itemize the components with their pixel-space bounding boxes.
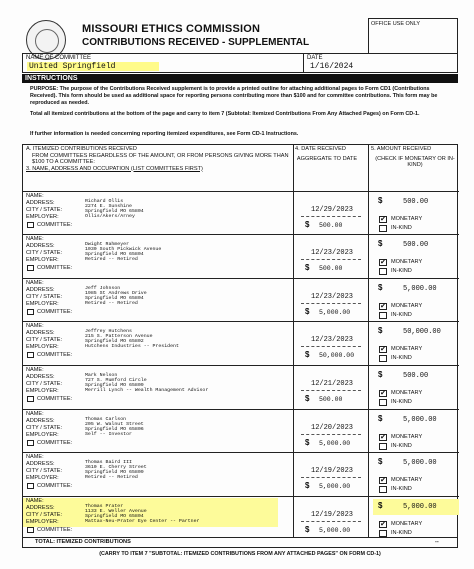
aggregate-amount[interactable]: 5,000.00 — [319, 526, 351, 534]
monetary-label: MONETARY — [391, 520, 423, 527]
contributor-address[interactable]: 205 W. Walnut Street — [85, 421, 144, 427]
committee-label: COMMITTEE: — [37, 526, 73, 533]
committee-checkbox[interactable] — [27, 483, 34, 489]
amount-received[interactable]: 500.00 — [403, 371, 429, 380]
committee-checkbox[interactable] — [27, 527, 34, 533]
name-label: NAME: — [26, 279, 44, 286]
in-kind-label: IN-KIND — [391, 355, 412, 362]
committee-label: COMMITTEE: — [37, 439, 73, 446]
contribution-row — [23, 496, 459, 540]
aggregate-amount[interactable]: 50,000.00 — [319, 352, 355, 360]
monetary-label: MONETARY — [391, 477, 423, 484]
monetary-label: MONETARY — [391, 389, 423, 396]
contributor-city-state[interactable]: Springfield MO 65802 — [85, 339, 144, 345]
amount-received[interactable]: 500.00 — [403, 197, 429, 206]
address-label: ADDRESS: — [26, 504, 55, 511]
aggregate-amount[interactable]: 500.00 — [319, 265, 343, 273]
in-kind-checkbox[interactable] — [379, 268, 387, 275]
date-received[interactable]: 12/29/2023 — [311, 205, 354, 214]
employer-label: EMPLOYER: — [26, 518, 59, 525]
contributor-name[interactable]: Jeffrey Hutchens — [85, 329, 132, 335]
amount-dollar-sign: $ — [378, 282, 383, 292]
contributor-city-state[interactable]: Springfield MO 65804 — [85, 295, 144, 301]
total-row — [22, 538, 458, 548]
aggregate-dollar-sign: $ — [305, 263, 310, 273]
amount-dollar-sign: $ — [378, 413, 383, 423]
office-use-box: OFFICE USE ONLY — [368, 18, 458, 54]
monetary-checkbox[interactable]: ✔ — [380, 433, 386, 441]
contribution-row — [23, 191, 459, 235]
aggregate-dollar-sign: $ — [305, 481, 310, 491]
committee-checkbox[interactable] — [27, 396, 34, 402]
total-label: TOTAL: ITEMIZED CONTRIBUTIONS — [35, 539, 131, 545]
date-received[interactable]: 12/23/2023 — [311, 336, 354, 345]
monetary-label: MONETARY — [391, 259, 423, 266]
amount-received[interactable]: 5,000.00 — [403, 284, 437, 293]
name-label: NAME: — [26, 410, 44, 417]
contributor-city-state[interactable]: Springfield MO 65804 — [85, 513, 144, 519]
city-state-label: CITY / STATE: — [26, 380, 63, 387]
monetary-label: MONETARY — [391, 215, 423, 222]
contributor-address[interactable]: 2274 E. Sunshine — [85, 203, 132, 209]
contributor-city-state[interactable]: Springfield MO 65809 — [85, 470, 144, 476]
contributor-employer[interactable]: Retired -- Retired — [85, 257, 138, 263]
amount-received[interactable]: 500.00 — [403, 241, 429, 250]
instructions-further: If further information is needed concerning reporting itemized expenditures, see Form CD-1 Instructions. — [30, 131, 299, 137]
instructions-heading: INSTRUCTIONS — [22, 74, 458, 83]
contributor-employer[interactable]: Mattax-Neu-Prater Eye Center -- Partner — [85, 518, 200, 524]
committee-name-field[interactable]: United Springfield — [27, 62, 159, 71]
in-kind-label: IN-KIND — [391, 486, 412, 493]
committee-label: COMMITTEE: — [37, 483, 73, 490]
amount-received[interactable]: 5,000.00 — [403, 502, 437, 511]
report-date-field[interactable]: 1/16/2024 — [310, 62, 354, 71]
name-label: NAME: — [26, 192, 44, 199]
committee-checkbox[interactable] — [27, 440, 34, 446]
address-label: ADDRESS: — [26, 373, 55, 380]
name-label: NAME: — [26, 454, 44, 461]
contributor-address[interactable]: 1985 St Andrews Drive — [85, 290, 147, 296]
employer-label: EMPLOYER: — [26, 387, 59, 394]
form-subtitle: CONTRIBUTIONS RECEIVED - SUPPLEMENTAL — [82, 37, 310, 48]
address-label: ADDRESS: — [26, 243, 55, 250]
aggregate-dollar-sign: $ — [305, 219, 310, 229]
column-4-header: 4. DATE RECEIVED AGGREGATE TO DATE — [295, 146, 358, 162]
city-state-label: CITY / STATE: — [26, 468, 63, 475]
dashed-separator — [301, 390, 361, 391]
form-header — [22, 18, 368, 52]
in-kind-label: IN-KIND — [391, 224, 412, 231]
carry-note: (CARRY TO ITEM 7 "SUBTOTAL: ITEMIZED CONTRIBUTIONS FROM ANY ATTACHED PAGES" ON FORM CD-1) — [99, 551, 381, 557]
city-state-label: CITY / STATE: — [26, 511, 63, 518]
city-state-label: CITY / STATE: — [26, 206, 63, 213]
employer-label: EMPLOYER: — [26, 257, 59, 264]
monetary-checkbox[interactable]: ✔ — [380, 302, 386, 310]
contributor-city-state[interactable]: Springfield MO 65809 — [85, 382, 144, 388]
monetary-checkbox[interactable]: ✔ — [380, 389, 386, 397]
monetary-label: MONETARY — [391, 346, 423, 353]
aggregate-amount[interactable]: 500.00 — [319, 395, 343, 403]
date-received[interactable]: 12/20/2023 — [311, 423, 354, 432]
dashed-separator — [301, 259, 361, 260]
amount-dollar-sign: $ — [378, 195, 383, 205]
committee-label: COMMITTEE: — [37, 221, 73, 228]
contributor-city-state[interactable]: Springfield MO 65806 — [85, 426, 144, 432]
amount-dollar-sign: $ — [378, 500, 383, 510]
date-received[interactable]: 12/19/2023 — [311, 467, 354, 476]
contributor-name[interactable]: Mark Nelson — [85, 372, 118, 378]
dashed-separator — [301, 303, 361, 304]
in-kind-label: IN-KIND — [391, 268, 412, 275]
in-kind-checkbox[interactable] — [379, 399, 387, 406]
name-label: NAME: — [26, 497, 44, 504]
in-kind-checkbox[interactable] — [379, 225, 387, 232]
instructions-total: Total all itemized contributions at the bottom of the page and carry to item 7 (Subtotal: Itemized Contributions From Any Attached Pages) on Form CD-1. — [30, 111, 420, 117]
employer-label: EMPLOYER: — [26, 300, 59, 307]
monetary-label: MONETARY — [391, 433, 423, 440]
contribution-row — [23, 321, 459, 365]
contributor-name[interactable]: Thomas Baird III — [85, 460, 132, 466]
contributor-city-state[interactable]: Springfield MO 65804 — [85, 252, 144, 258]
contributor-address[interactable]: 1030 South Pickwick Avenue — [85, 247, 162, 253]
instructions-purpose: PURPOSE: The purpose of the Contributions Received supplement is to provide a printed outline for attaching additional pages to Form CD1 (Contributions Received). This form should be used as additional space for reporting persons contributing more than $100 and for committee contributions. This form may be reproduced as needed. — [30, 86, 438, 106]
monetary-checkbox[interactable]: ✔ — [380, 215, 386, 223]
committee-row — [22, 53, 458, 73]
contributor-employer[interactable]: Retired -- Retired — [85, 475, 138, 481]
contributor-employer[interactable]: Merrill Lynch -- Wealth Management Advisor — [85, 387, 209, 393]
city-state-label: CITY / STATE: — [26, 293, 63, 300]
date-received[interactable]: 12/23/2023 — [311, 292, 354, 301]
committee-checkbox[interactable] — [27, 265, 34, 271]
aggregate-amount[interactable]: 5,000.00 — [319, 439, 351, 447]
employer-label: EMPLOYER: — [26, 475, 59, 482]
monetary-checkbox[interactable]: ✔ — [380, 346, 386, 354]
name-label: NAME: — [26, 236, 44, 243]
address-label: ADDRESS: — [26, 330, 55, 337]
aggregate-dollar-sign: $ — [305, 437, 310, 447]
aggregate-amount[interactable]: 500.00 — [319, 221, 343, 229]
contributor-name[interactable]: Dwight Rahmeyer — [85, 242, 130, 248]
amount-dollar-sign: $ — [378, 326, 383, 336]
amount-received[interactable]: 50,000.00 — [403, 328, 441, 337]
aggregate-amount[interactable]: 5,000.00 — [319, 308, 351, 316]
in-kind-label: IN-KIND — [391, 311, 412, 318]
city-state-label: CITY / STATE: — [26, 337, 63, 344]
form-title: MISSOURI ETHICS COMMISSION — [82, 23, 261, 35]
address-label: ADDRESS: — [26, 461, 55, 468]
contributor-address[interactable]: 1133 E. Weller Avenue — [85, 508, 147, 514]
address-label: ADDRESS: — [26, 199, 55, 206]
city-state-label: CITY / STATE: — [26, 250, 63, 257]
name-label: NAME: — [26, 323, 44, 330]
contribution-row — [23, 365, 459, 409]
in-kind-checkbox[interactable] — [379, 486, 387, 493]
dashed-separator — [301, 346, 361, 347]
contributor-address[interactable]: 727 S. Mumford Circle — [85, 377, 147, 383]
in-kind-label: IN-KIND — [391, 442, 412, 449]
contributor-city-state[interactable]: Springfield MO 65804 — [85, 208, 144, 214]
contributor-employer[interactable]: Hutchens Industries -- President — [85, 344, 179, 350]
contributor-address[interactable]: 215 S. Patterson Avenue — [85, 334, 153, 340]
amount-received[interactable]: 5,000.00 — [403, 415, 437, 424]
aggregate-dollar-sign: $ — [305, 306, 310, 316]
contribution-row — [23, 452, 459, 496]
committee-checkbox[interactable] — [27, 352, 34, 358]
in-kind-checkbox[interactable] — [379, 355, 387, 362]
amount-dollar-sign: $ — [378, 369, 383, 379]
aggregate-dollar-sign: $ — [305, 393, 310, 403]
committee-label: COMMITTEE: — [37, 395, 73, 402]
contribution-row — [23, 234, 459, 278]
in-kind-checkbox[interactable] — [379, 530, 387, 537]
aggregate-dollar-sign: $ — [305, 350, 310, 360]
dashed-separator — [301, 521, 361, 522]
amount-dollar-sign: $ — [378, 239, 383, 249]
column-5-header: 5. AMOUNT RECEIVED (CHECK IF MONETARY OR IN-KIND) — [371, 146, 455, 168]
column-a-header: A. ITEMIZED CONTRIBUTIONS RECEIVED FROM COMMITTEES REGARDLESS OF THE AMOUNT, OR FROM PERSONS GIVING MORE THAN $100 TO A COMMITTEE: 3. NAME, ADDRESS AND OCCUPATION (LIST COMMITTEES FIRST) — [26, 146, 289, 172]
contributor-name[interactable]: Jeff Johnson — [85, 285, 121, 291]
amount-received[interactable]: 5,000.00 — [403, 459, 437, 468]
dashed-separator — [301, 434, 361, 435]
aggregate-dollar-sign: $ — [305, 524, 310, 534]
contribution-row — [23, 409, 459, 453]
contributor-name[interactable]: Thomas Prater — [85, 503, 124, 509]
employer-label: EMPLOYER: — [26, 213, 59, 220]
contributions-table — [22, 144, 458, 538]
in-kind-checkbox[interactable] — [379, 443, 387, 450]
contributor-employer[interactable]: Self -- Investor — [85, 431, 132, 437]
date-cell — [303, 54, 459, 72]
in-kind-label: IN-KIND — [391, 398, 412, 405]
committee-label: COMMITTEE: — [37, 352, 73, 359]
city-state-label: CITY / STATE: — [26, 424, 63, 431]
dashed-separator — [301, 477, 361, 478]
monetary-label: MONETARY — [391, 302, 423, 309]
monetary-checkbox[interactable]: ✔ — [380, 259, 386, 267]
committee-checkbox[interactable] — [27, 222, 34, 228]
committee-checkbox[interactable] — [27, 309, 34, 315]
aggregate-amount[interactable]: 5,000.00 — [319, 483, 351, 491]
date-label: DATE — [307, 55, 323, 61]
dashed-separator — [301, 216, 361, 217]
committee-name-label: NAME OF COMMITTEE — [26, 55, 91, 61]
contributor-employer[interactable]: Ollis/Akers/Arney — [85, 213, 135, 219]
contributor-employer[interactable]: Retired -- Retired — [85, 300, 138, 306]
committee-label: COMMITTEE: — [37, 308, 73, 315]
contribution-row — [23, 278, 459, 322]
committee-label: COMMITTEE: — [37, 265, 73, 272]
date-received[interactable]: 12/23/2023 — [311, 249, 354, 258]
monetary-checkbox[interactable]: ✔ — [380, 477, 386, 485]
contributor-name[interactable]: Richard Ollis — [85, 198, 124, 204]
in-kind-label: IN-KIND — [391, 529, 412, 536]
address-label: ADDRESS: — [26, 417, 55, 424]
monetary-checkbox[interactable]: ✔ — [380, 520, 386, 528]
contributor-address[interactable]: 3610 E. Cherry Street — [85, 465, 147, 471]
total-value[interactable]: -- — [435, 539, 439, 545]
employer-label: EMPLOYER: — [26, 344, 59, 351]
date-received[interactable]: 12/19/2023 — [311, 510, 354, 519]
date-received[interactable]: 12/21/2023 — [311, 379, 354, 388]
amount-dollar-sign: $ — [378, 457, 383, 467]
in-kind-checkbox[interactable] — [379, 312, 387, 319]
employer-label: EMPLOYER: — [26, 431, 59, 438]
address-label: ADDRESS: — [26, 286, 55, 293]
name-label: NAME: — [26, 366, 44, 373]
contributor-name[interactable]: Thomas Carlson — [85, 416, 127, 422]
